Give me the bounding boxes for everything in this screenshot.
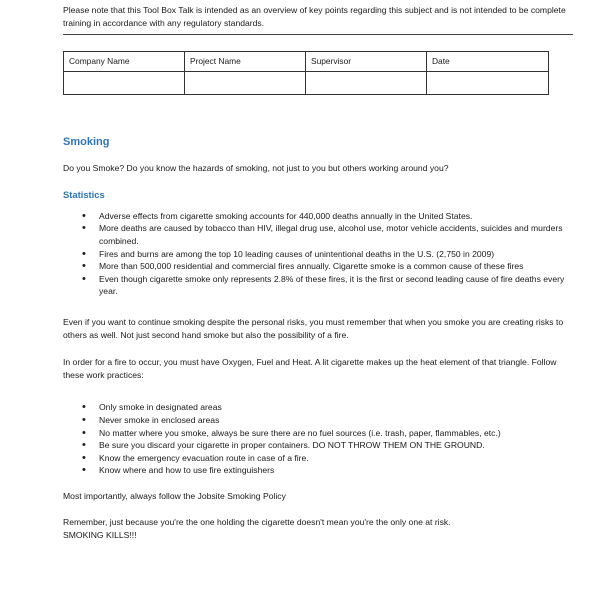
closing-text: SMOKING KILLS!!! (63, 530, 137, 541)
list-item: • Know the emergency evacuation route in case of a fire. (82, 452, 573, 465)
supervisor-header: Supervisor (306, 52, 427, 72)
company-name-header: Company Name (64, 52, 185, 72)
date-cell[interactable] (427, 72, 549, 95)
date-header: Date (427, 52, 549, 72)
risk-paragraph: Even if you want to continue smoking despite the personal risks, you must remember that when you smoke you are creating risks to others as well. Not just second hand smoke but also the possibility of a fire. (63, 316, 564, 340)
table-blank-row (64, 72, 549, 95)
statistics-heading: Statistics (63, 188, 105, 200)
statistics-list (63, 210, 573, 298)
list-item: • Only smoke in designated areas (82, 401, 573, 414)
list-item: • More deaths are caused by tobacco than HIV, illegal drug use, alcohol use, motor vehicle accidents, suicides and murders combined. (82, 222, 573, 247)
remember-text: Remember, just because you're the one holding the cigarette doesn't mean you're the only one at risk. (63, 517, 451, 528)
section-heading-smoking: Smoking (63, 136, 110, 149)
list-item: • No matter where you smoke, always be sure there are no fuel sources (i.e. trash, paper, flammables, etc.) (82, 427, 573, 440)
list-item: • Even though cigarette smoke only represents 2.8% of these fires, it is the first or second leading cause of fire deaths every year. (82, 273, 573, 298)
remember-paragraph (63, 516, 573, 541)
policy-paragraph: Most importantly, always follow the Jobsite Smoking Policy (63, 490, 286, 501)
sign-in-table (63, 51, 549, 95)
list-item: • Fires and burns are among the top 10 leading causes of unintentional deaths in the U.S. (2,750 in 2009) (82, 248, 573, 261)
list-item: • More than 500,000 residential and commercial fires annually. Cigarette smoke is a common cause of these fires (82, 260, 573, 273)
intro-question: Do you Smoke? Do you know the hazards of smoking, not just to you but others working around you? (63, 163, 449, 174)
separator-line (63, 34, 573, 35)
list-item: • Never smoke in enclosed areas (82, 414, 573, 427)
intro-disclaimer: Please note that this Tool Box Talk is intended as an overview of key points regarding this subject and is not intended to be complete training in accordance with any regulatory standards. (63, 5, 566, 28)
project-name-cell[interactable] (185, 72, 306, 95)
document-page (63, 4, 573, 542)
supervisor-cell[interactable] (306, 72, 427, 95)
project-name-header: Project Name (185, 52, 306, 72)
list-item: • Be sure you discard your cigarette in proper containers. DO NOT THROW THEM ON THE GROUND. (82, 439, 573, 452)
company-name-cell[interactable] (64, 72, 185, 95)
list-item: • Know where and how to use fire extinguishers (82, 464, 573, 477)
table-header-row (64, 52, 549, 72)
fire-triangle-paragraph: In order for a fire to occur, you must have Oxygen, Fuel and Heat. A lit cigarette makes up the heat element of that triangle. Follow these work practices: (63, 357, 557, 380)
list-item: • Adverse effects from cigarette smoking accounts for 440,000 deaths annually in the United States. (82, 210, 573, 223)
work-practices-list (63, 401, 573, 477)
